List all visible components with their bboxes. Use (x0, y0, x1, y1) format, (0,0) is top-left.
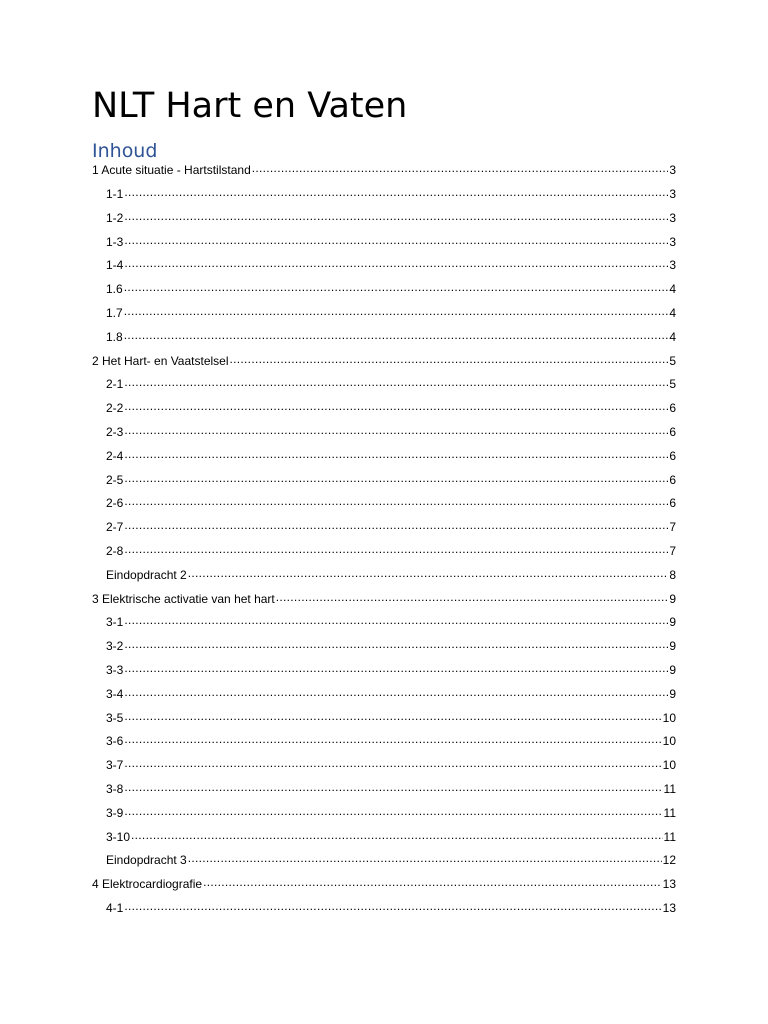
toc-entry[interactable] (92, 710, 676, 734)
toc-entry-text: 3-4 (106, 686, 124, 701)
toc-dot-leader (124, 543, 668, 555)
toc-page-number: 11 (663, 829, 676, 844)
toc-dot-leader (124, 448, 668, 460)
toc-entry-text: 2-3 (106, 424, 124, 439)
toc-entry-text: Eindopdracht 2 (106, 567, 187, 582)
toc-dot-leader (188, 567, 669, 579)
toc-dot-leader (124, 210, 668, 222)
toc-dot-leader (124, 710, 661, 722)
toc-page-number: 7 (669, 520, 676, 535)
toc-dot-leader (124, 662, 668, 674)
toc-page-number: 4 (669, 329, 676, 344)
toc-entry-text: 1.6 (106, 282, 123, 297)
toc-page-number: 9 (669, 615, 676, 630)
toc-page-number: 5 (669, 377, 676, 392)
toc-page-number: 3 (669, 210, 676, 225)
toc-dot-leader (131, 829, 663, 841)
toc-dot-leader (124, 400, 668, 412)
toc-entry[interactable] (92, 543, 676, 567)
toc-entry[interactable] (92, 852, 676, 876)
toc-entry[interactable] (92, 353, 676, 377)
toc-page-number: 7 (669, 543, 676, 558)
toc-entry[interactable] (92, 329, 676, 353)
toc-entry[interactable] (92, 519, 676, 543)
toc-dot-leader (124, 234, 668, 246)
toc-page-number: 9 (669, 662, 676, 677)
toc-dot-leader (124, 519, 668, 531)
toc-entry-text: 3-10 (106, 829, 131, 844)
toc-entry[interactable] (92, 638, 676, 662)
toc-entry[interactable] (92, 591, 676, 615)
toc-entry-text: 2 Het Hart- en Vaatstelsel (92, 353, 229, 368)
toc-entry-text: 2-2 (106, 401, 124, 416)
toc-entry-text: 2-1 (106, 377, 124, 392)
toc-dot-leader (124, 329, 669, 341)
document-page (92, 86, 676, 924)
toc-entry-text: 1.7 (106, 305, 123, 320)
toc-entry-text: 4-1 (106, 900, 124, 915)
toc-page-number: 10 (662, 734, 676, 749)
toc-dot-leader (188, 852, 662, 864)
toc-entry-text: 2-5 (106, 472, 124, 487)
toc-dot-leader (124, 186, 668, 198)
toc-entry[interactable] (92, 424, 676, 448)
toc-page-number: 8 (669, 567, 676, 582)
toc-dot-leader (230, 353, 669, 365)
toc-entry-text: 3-1 (106, 615, 124, 630)
toc-page-number: 9 (669, 639, 676, 654)
toc-entry[interactable] (92, 210, 676, 234)
toc-page-number: 4 (669, 305, 676, 320)
toc-page-number: 10 (662, 758, 676, 773)
toc-entry[interactable] (92, 567, 676, 591)
toc-entry[interactable] (92, 495, 676, 519)
toc-entry-text: 2-4 (106, 448, 124, 463)
toc-dot-leader (203, 876, 662, 888)
toc-dot-leader (124, 900, 661, 912)
toc-dot-leader (124, 614, 668, 626)
toc-entry-text: 3-5 (106, 710, 124, 725)
toc-dot-leader (124, 638, 668, 650)
toc-entry-text: Eindopdracht 3 (106, 853, 187, 868)
table-of-contents (92, 162, 676, 924)
toc-entry[interactable] (92, 448, 676, 472)
toc-page-number: 6 (669, 496, 676, 511)
toc-entry[interactable] (92, 805, 676, 829)
toc-entry-text: 3-8 (106, 781, 124, 796)
toc-entry-text: 3-6 (106, 734, 124, 749)
toc-page-number: 6 (669, 424, 676, 439)
toc-entry-text: 1-4 (106, 258, 124, 273)
toc-entry-text: 3-2 (106, 639, 124, 654)
toc-page-number: 3 (669, 258, 676, 273)
toc-dot-leader (124, 686, 668, 698)
toc-page-number: 9 (669, 591, 676, 606)
toc-page-number: 4 (669, 282, 676, 297)
toc-page-number: 9 (669, 686, 676, 701)
toc-dot-leader (124, 733, 661, 745)
toc-entry-text: 1-2 (106, 210, 124, 225)
toc-entry[interactable] (92, 376, 676, 400)
toc-entry[interactable] (92, 686, 676, 710)
toc-page-number: 13 (662, 900, 676, 915)
toc-entry[interactable] (92, 733, 676, 757)
toc-entry[interactable] (92, 186, 676, 210)
toc-entry[interactable] (92, 281, 676, 305)
toc-entry-text: 3 Elektrische activatie van het hart (92, 591, 275, 606)
toc-dot-leader (124, 781, 662, 793)
toc-dot-leader (252, 162, 669, 174)
toc-entry[interactable] (92, 757, 676, 781)
toc-dot-leader (124, 472, 668, 484)
toc-entry-text: 1-1 (106, 187, 124, 201)
toc-dot-leader (124, 424, 668, 436)
toc-entry-text: 4 Elektrocardiografie (92, 877, 203, 892)
toc-page-number: 6 (669, 472, 676, 487)
toc-heading: Inhoud (92, 140, 158, 162)
toc-entry-text: 1.8 (106, 329, 123, 344)
toc-entry[interactable] (92, 305, 676, 329)
toc-dot-leader (124, 376, 668, 388)
toc-page-number: 3 (669, 187, 676, 201)
document-title: NLT Hart en Vaten (92, 86, 408, 126)
toc-page-number: 12 (662, 853, 676, 868)
toc-entry[interactable] (92, 162, 676, 186)
toc-entry-text: 3-3 (106, 662, 124, 677)
toc-entry[interactable] (92, 662, 676, 686)
toc-dot-leader (124, 305, 669, 317)
toc-page-number: 10 (662, 710, 676, 725)
toc-entry[interactable] (92, 472, 676, 496)
toc-entry-text: 1 Acute situatie - Hartstilstand (92, 163, 251, 177)
toc-entry-text: 3-9 (106, 805, 124, 820)
toc-page-number: 5 (669, 353, 676, 368)
toc-entry-text: 2-8 (106, 543, 124, 558)
toc-entry[interactable] (92, 900, 676, 924)
toc-page-number: 6 (669, 401, 676, 416)
toc-page-number: 6 (669, 448, 676, 463)
toc-entry[interactable] (92, 257, 676, 281)
toc-page-number: 11 (663, 781, 676, 796)
toc-page-number: 13 (662, 877, 676, 892)
toc-entry-text: 2-7 (106, 520, 124, 535)
toc-entry[interactable] (92, 829, 676, 853)
toc-entry-text: 2-6 (106, 496, 124, 511)
toc-dot-leader (124, 805, 662, 817)
toc-dot-leader (124, 495, 668, 507)
toc-dot-leader (124, 281, 669, 293)
toc-entry[interactable] (92, 400, 676, 424)
toc-entry[interactable] (92, 614, 676, 638)
toc-page-number: 11 (663, 805, 676, 820)
toc-entry[interactable] (92, 876, 676, 900)
toc-page-number: 3 (669, 234, 676, 249)
toc-entry-text: 3-7 (106, 758, 124, 773)
toc-entry[interactable] (92, 234, 676, 258)
toc-dot-leader (124, 257, 668, 269)
toc-entry-text: 1-3 (106, 234, 124, 249)
toc-dot-leader (276, 591, 669, 603)
toc-entry[interactable] (92, 781, 676, 805)
toc-page-number: 3 (669, 163, 676, 177)
toc-dot-leader (124, 757, 661, 769)
